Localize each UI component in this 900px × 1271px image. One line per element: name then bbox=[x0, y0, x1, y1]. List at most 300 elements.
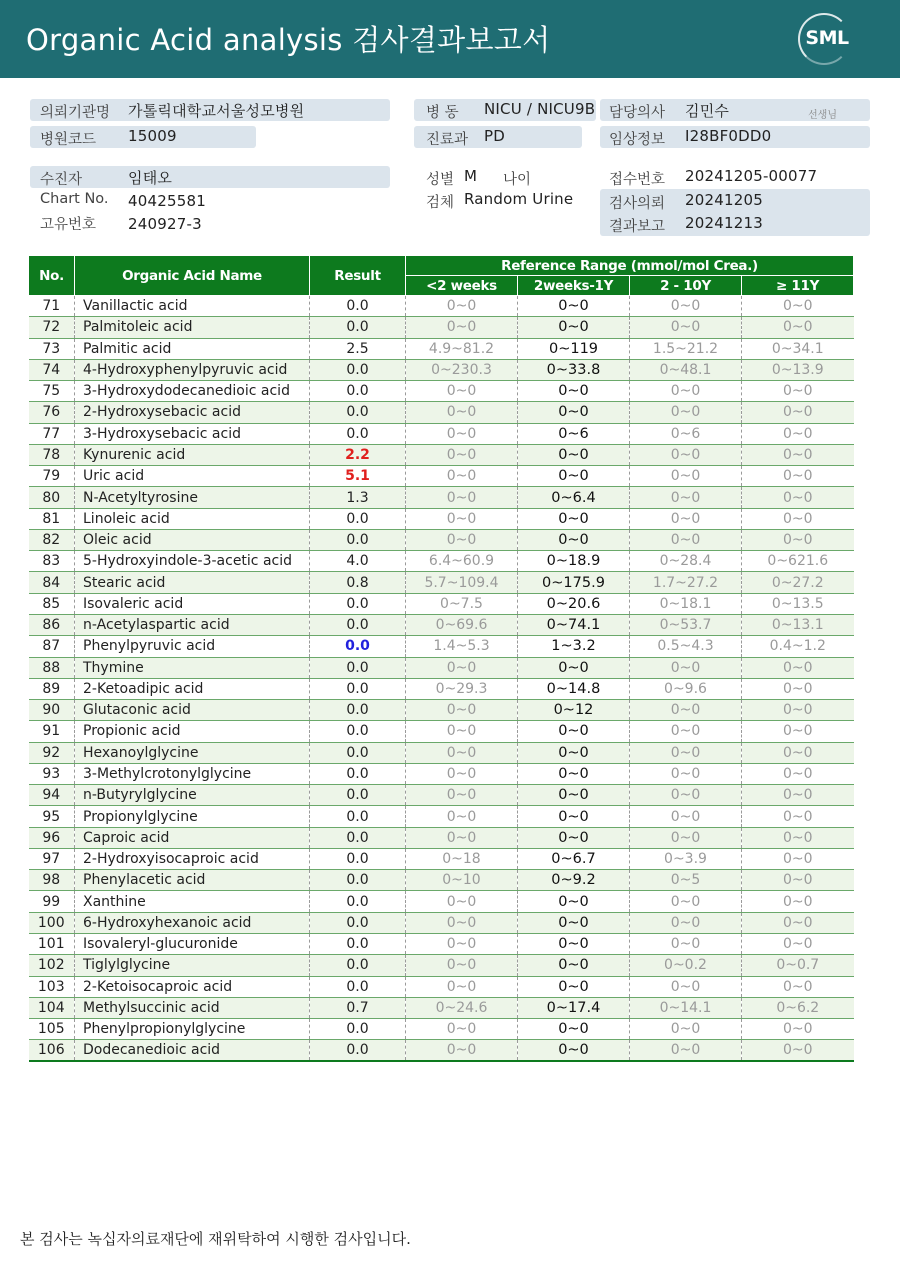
result-value: 0.0 bbox=[310, 423, 406, 444]
result-value: 0.0 bbox=[310, 317, 406, 338]
acid-name: 2-Hydroxyisocaproic acid bbox=[75, 848, 310, 869]
ref-11y-plus: 0~0 bbox=[742, 657, 854, 678]
ref-under-2-weeks: 0~0 bbox=[406, 742, 518, 763]
report-header bbox=[0, 0, 900, 78]
ref-under-2-weeks: 0~0 bbox=[406, 402, 518, 423]
ref-11y-plus: 0~0 bbox=[742, 1040, 854, 1061]
acid-name: 2-Hydroxysebacic acid bbox=[75, 402, 310, 423]
ref-2weeks-1y: 0~0 bbox=[518, 657, 630, 678]
ref-2weeks-1y: 0~0 bbox=[518, 402, 630, 423]
col-header-no: No. bbox=[29, 256, 75, 296]
result-value: 0.0 bbox=[310, 529, 406, 550]
ref-2weeks-1y: 0~33.8 bbox=[518, 359, 630, 380]
ref-under-2-weeks: 0~0 bbox=[406, 296, 518, 317]
result-value: 2.5 bbox=[310, 338, 406, 359]
row-number: 87 bbox=[29, 636, 75, 657]
unique-no-value: 240927-3 bbox=[128, 215, 202, 233]
result-value: 0.0 bbox=[310, 785, 406, 806]
acid-name: Dodecanedioic acid bbox=[75, 1040, 310, 1061]
acid-name: Methylsuccinic acid bbox=[75, 997, 310, 1018]
ref-under-2-weeks: 0~0 bbox=[406, 827, 518, 848]
acid-name: Phenylpyruvic acid bbox=[75, 636, 310, 657]
ref-11y-plus: 0~0 bbox=[742, 444, 854, 465]
table-row bbox=[29, 381, 854, 402]
result-value: 0.0 bbox=[310, 678, 406, 699]
result-value: 0.0 bbox=[310, 891, 406, 912]
ref-2-10y: 0~0 bbox=[630, 444, 742, 465]
table-row bbox=[29, 487, 854, 508]
result-value: 0.0 bbox=[310, 593, 406, 614]
result-value: 0.0 bbox=[310, 614, 406, 635]
ref-under-2-weeks: 0~0 bbox=[406, 529, 518, 550]
row-number: 103 bbox=[29, 976, 75, 997]
specimen-label: 검체 bbox=[426, 195, 455, 211]
result-value: 0.0 bbox=[310, 657, 406, 678]
table-row bbox=[29, 593, 854, 614]
result-value: 0.0 bbox=[310, 806, 406, 827]
ref-under-2-weeks: 0~0 bbox=[406, 721, 518, 742]
row-number: 98 bbox=[29, 870, 75, 891]
acid-name: 5-Hydroxyindole-3-acetic acid bbox=[75, 551, 310, 572]
result-value: 0.0 bbox=[310, 933, 406, 954]
table-row bbox=[29, 636, 854, 657]
row-number: 76 bbox=[29, 402, 75, 423]
ref-11y-plus: 0~0 bbox=[742, 912, 854, 933]
table-row bbox=[29, 572, 854, 593]
ref-2weeks-1y: 0~6 bbox=[518, 423, 630, 444]
ref-11y-plus: 0~34.1 bbox=[742, 338, 854, 359]
clinical-label: 임상정보 bbox=[609, 132, 666, 148]
ref-under-2-weeks: 0~0 bbox=[406, 763, 518, 784]
result-value: 1.3 bbox=[310, 487, 406, 508]
acid-name: 6-Hydroxyhexanoic acid bbox=[75, 912, 310, 933]
ref-2-10y: 0~0 bbox=[630, 317, 742, 338]
ref-2weeks-1y: 0~175.9 bbox=[518, 572, 630, 593]
ref-11y-plus: 0~0 bbox=[742, 466, 854, 487]
ref-2weeks-1y: 0~0 bbox=[518, 955, 630, 976]
sex-value: M bbox=[464, 167, 478, 185]
table-row bbox=[29, 763, 854, 784]
ref-2-10y: 0~5 bbox=[630, 870, 742, 891]
ref-2-10y: 0~0 bbox=[630, 912, 742, 933]
row-number: 75 bbox=[29, 381, 75, 402]
ref-2weeks-1y: 0~14.8 bbox=[518, 678, 630, 699]
ref-11y-plus: 0~0 bbox=[742, 487, 854, 508]
ref-2weeks-1y: 0~18.9 bbox=[518, 551, 630, 572]
result-value: 0.0 bbox=[310, 1019, 406, 1040]
result-value: 0.0 bbox=[310, 700, 406, 721]
ref-2weeks-1y: 0~0 bbox=[518, 466, 630, 487]
ref-2weeks-1y: 1~3.2 bbox=[518, 636, 630, 657]
ref-11y-plus: 0~0 bbox=[742, 721, 854, 742]
row-number: 93 bbox=[29, 763, 75, 784]
row-number: 100 bbox=[29, 912, 75, 933]
acid-name: Linoleic acid bbox=[75, 508, 310, 529]
ref-11y-plus: 0~0 bbox=[742, 806, 854, 827]
ref-11y-plus: 0~0 bbox=[742, 785, 854, 806]
acid-name: Vanillactic acid bbox=[75, 296, 310, 317]
acid-name: Uric acid bbox=[75, 466, 310, 487]
ref-under-2-weeks: 0~0 bbox=[406, 657, 518, 678]
ref-2-10y: 1.7~27.2 bbox=[630, 572, 742, 593]
ref-2-10y: 0~0 bbox=[630, 657, 742, 678]
ref-under-2-weeks: 0~0 bbox=[406, 955, 518, 976]
ref-11y-plus: 0~0 bbox=[742, 296, 854, 317]
table-row bbox=[29, 423, 854, 444]
row-number: 71 bbox=[29, 296, 75, 317]
ref-2-10y: 0~0 bbox=[630, 785, 742, 806]
ref-2weeks-1y: 0~12 bbox=[518, 700, 630, 721]
ref-11y-plus: 0~0 bbox=[742, 742, 854, 763]
acid-name: 2-Ketoadipic acid bbox=[75, 678, 310, 699]
ref-11y-plus: 0~0 bbox=[742, 678, 854, 699]
ref-2-10y: 0~0.2 bbox=[630, 955, 742, 976]
row-number: 82 bbox=[29, 529, 75, 550]
ward-label: 병 동 bbox=[426, 105, 459, 121]
ref-under-2-weeks: 0~0 bbox=[406, 508, 518, 529]
department-label: 진료과 bbox=[426, 132, 469, 148]
acid-name: Caproic acid bbox=[75, 827, 310, 848]
result-value: 0.0 bbox=[310, 721, 406, 742]
result-value: 0.0 bbox=[310, 848, 406, 869]
ref-under-2-weeks: 0~0 bbox=[406, 1040, 518, 1061]
acid-name: Oleic acid bbox=[75, 529, 310, 550]
ref-2weeks-1y: 0~6.7 bbox=[518, 848, 630, 869]
ref-2-10y: 0~0 bbox=[630, 508, 742, 529]
ref-2weeks-1y: 0~17.4 bbox=[518, 997, 630, 1018]
ref-11y-plus: 0~6.2 bbox=[742, 997, 854, 1018]
department-value: PD bbox=[484, 127, 505, 145]
ref-11y-plus: 0~0 bbox=[742, 827, 854, 848]
table-row bbox=[29, 551, 854, 572]
ref-2-10y: 0~0 bbox=[630, 976, 742, 997]
ref-2weeks-1y: 0~0 bbox=[518, 381, 630, 402]
table-row bbox=[29, 955, 854, 976]
row-number: 106 bbox=[29, 1040, 75, 1061]
row-number: 73 bbox=[29, 338, 75, 359]
ref-2-10y: 0~18.1 bbox=[630, 593, 742, 614]
ref-2-10y: 0~3.9 bbox=[630, 848, 742, 869]
col-header-reference-range: Reference Range (mmol/mol Crea.) bbox=[406, 256, 854, 276]
ref-2-10y: 0~0 bbox=[630, 827, 742, 848]
table-row bbox=[29, 976, 854, 997]
ref-2-10y: 0.5~4.3 bbox=[630, 636, 742, 657]
acid-name: Isovaleryl-glucuronide bbox=[75, 933, 310, 954]
row-number: 74 bbox=[29, 359, 75, 380]
table-row bbox=[29, 1019, 854, 1040]
row-number: 99 bbox=[29, 891, 75, 912]
table-row bbox=[29, 700, 854, 721]
col-header-name: Organic Acid Name bbox=[75, 256, 310, 296]
result-value: 0.0 bbox=[310, 636, 406, 657]
table-row bbox=[29, 785, 854, 806]
ref-under-2-weeks: 0~0 bbox=[406, 317, 518, 338]
ref-under-2-weeks: 1.4~5.3 bbox=[406, 636, 518, 657]
ref-under-2-weeks: 6.4~60.9 bbox=[406, 551, 518, 572]
acid-name: Tiglylglycine bbox=[75, 955, 310, 976]
row-number: 104 bbox=[29, 997, 75, 1018]
request-label: 검사의뢰 bbox=[609, 196, 666, 212]
ref-2-10y: 0~0 bbox=[630, 933, 742, 954]
ref-2-10y: 0~6 bbox=[630, 423, 742, 444]
table-row bbox=[29, 508, 854, 529]
row-number: 95 bbox=[29, 806, 75, 827]
result-value: 0.0 bbox=[310, 976, 406, 997]
ref-11y-plus: 0~0 bbox=[742, 423, 854, 444]
row-number: 84 bbox=[29, 572, 75, 593]
table-row bbox=[29, 678, 854, 699]
ref-2-10y: 0~0 bbox=[630, 806, 742, 827]
table-row bbox=[29, 444, 854, 465]
receipt-value: 20241205-00077 bbox=[685, 167, 818, 185]
ref-11y-plus: 0~13.1 bbox=[742, 614, 854, 635]
row-number: 77 bbox=[29, 423, 75, 444]
table-row bbox=[29, 891, 854, 912]
result-value: 0.7 bbox=[310, 997, 406, 1018]
table-row bbox=[29, 402, 854, 423]
ref-2weeks-1y: 0~0 bbox=[518, 912, 630, 933]
patient-value: 임태오 bbox=[128, 169, 173, 187]
receipt-label: 접수번호 bbox=[609, 172, 666, 188]
result-value: 0.0 bbox=[310, 1040, 406, 1061]
ref-2weeks-1y: 0~0 bbox=[518, 891, 630, 912]
ref-2-10y: 0~14.1 bbox=[630, 997, 742, 1018]
ref-11y-plus: 0~621.6 bbox=[742, 551, 854, 572]
ref-2weeks-1y: 0~0 bbox=[518, 763, 630, 784]
ref-2weeks-1y: 0~20.6 bbox=[518, 593, 630, 614]
ref-11y-plus: 0~13.9 bbox=[742, 359, 854, 380]
ref-11y-plus: 0~0 bbox=[742, 976, 854, 997]
ref-under-2-weeks: 0~0 bbox=[406, 466, 518, 487]
result-value: 2.2 bbox=[310, 444, 406, 465]
acid-name: 4-Hydroxyphenylpyruvic acid bbox=[75, 359, 310, 380]
table-row bbox=[29, 933, 854, 954]
acid-name: Isovaleric acid bbox=[75, 593, 310, 614]
ref-11y-plus: 0~0 bbox=[742, 891, 854, 912]
result-value: 5.1 bbox=[310, 466, 406, 487]
specimen-value: Random Urine bbox=[464, 190, 574, 208]
ref-2-10y: 0~0 bbox=[630, 891, 742, 912]
table-row bbox=[29, 912, 854, 933]
ref-2weeks-1y: 0~119 bbox=[518, 338, 630, 359]
ref-2weeks-1y: 0~0 bbox=[518, 529, 630, 550]
ref-2-10y: 0~0 bbox=[630, 466, 742, 487]
col-header-result: Result bbox=[310, 256, 406, 296]
acid-name: Hexanoylglycine bbox=[75, 742, 310, 763]
acid-name: Propionylglycine bbox=[75, 806, 310, 827]
acid-name: Propionic acid bbox=[75, 721, 310, 742]
table-row bbox=[29, 529, 854, 550]
ref-2weeks-1y: 0~0 bbox=[518, 508, 630, 529]
result-value: 0.0 bbox=[310, 508, 406, 529]
ref-under-2-weeks: 0~0 bbox=[406, 423, 518, 444]
row-number: 89 bbox=[29, 678, 75, 699]
ref-2weeks-1y: 0~0 bbox=[518, 806, 630, 827]
table-row bbox=[29, 614, 854, 635]
table-row bbox=[29, 466, 854, 487]
patient-bar bbox=[30, 166, 390, 188]
table-row bbox=[29, 1040, 854, 1061]
footer-note: 본 검사는 녹십자의료재단에 재위탁하여 시행한 검사입니다. bbox=[20, 1230, 411, 1248]
result-value: 4.0 bbox=[310, 551, 406, 572]
ref-2-10y: 0~0 bbox=[630, 721, 742, 742]
table-row bbox=[29, 359, 854, 380]
ref-2weeks-1y: 0~74.1 bbox=[518, 614, 630, 635]
ref-under-2-weeks: 0~0 bbox=[406, 891, 518, 912]
row-number: 102 bbox=[29, 955, 75, 976]
col-header-under-2-weeks: <2 weeks bbox=[406, 276, 518, 296]
ref-under-2-weeks: 0~0 bbox=[406, 381, 518, 402]
ref-under-2-weeks: 0~0 bbox=[406, 487, 518, 508]
acid-name: Glutaconic acid bbox=[75, 700, 310, 721]
ref-2weeks-1y: 0~0 bbox=[518, 785, 630, 806]
ref-11y-plus: 0.4~1.2 bbox=[742, 636, 854, 657]
acid-name: n-Butyrylglycine bbox=[75, 785, 310, 806]
ref-2weeks-1y: 0~9.2 bbox=[518, 870, 630, 891]
ref-under-2-weeks: 0~0 bbox=[406, 700, 518, 721]
table-row bbox=[29, 657, 854, 678]
ref-2-10y: 0~0 bbox=[630, 763, 742, 784]
ref-11y-plus: 0~13.5 bbox=[742, 593, 854, 614]
ref-under-2-weeks: 0~69.6 bbox=[406, 614, 518, 635]
report-title: Organic Acid analysis 검사결과보고서 bbox=[26, 23, 551, 57]
row-number: 86 bbox=[29, 614, 75, 635]
acid-name: N-Acetyltyrosine bbox=[75, 487, 310, 508]
results-body bbox=[29, 296, 854, 1062]
ref-11y-plus: 0~0 bbox=[742, 508, 854, 529]
ref-2-10y: 0~0 bbox=[630, 381, 742, 402]
chart-no-value: 40425581 bbox=[128, 192, 206, 210]
ref-2weeks-1y: 0~6.4 bbox=[518, 487, 630, 508]
ref-11y-plus: 0~0 bbox=[742, 381, 854, 402]
ref-11y-plus: 0~0 bbox=[742, 402, 854, 423]
unique-no-label: 고유번호 bbox=[40, 217, 97, 233]
ref-2-10y: 0~53.7 bbox=[630, 614, 742, 635]
ref-under-2-weeks: 0~18 bbox=[406, 848, 518, 869]
row-number: 97 bbox=[29, 848, 75, 869]
ref-2weeks-1y: 0~0 bbox=[518, 296, 630, 317]
row-number: 79 bbox=[29, 466, 75, 487]
ref-2-10y: 0~9.6 bbox=[630, 678, 742, 699]
ref-under-2-weeks: 0~0 bbox=[406, 912, 518, 933]
ref-11y-plus: 0~0 bbox=[742, 1019, 854, 1040]
ref-2-10y: 0~48.1 bbox=[630, 359, 742, 380]
hospital-code-label: 병원코드 bbox=[40, 132, 97, 148]
acid-name: Thymine bbox=[75, 657, 310, 678]
sml-logo bbox=[798, 13, 854, 65]
ref-under-2-weeks: 0~0 bbox=[406, 785, 518, 806]
acid-name: Kynurenic acid bbox=[75, 444, 310, 465]
ref-11y-plus: 0~0 bbox=[742, 848, 854, 869]
row-number: 88 bbox=[29, 657, 75, 678]
ref-2-10y: 0~0 bbox=[630, 529, 742, 550]
ref-2-10y: 0~0 bbox=[630, 487, 742, 508]
ref-2-10y: 0~0 bbox=[630, 296, 742, 317]
acid-name: Stearic acid bbox=[75, 572, 310, 593]
col-header-11y-plus: ≥ 11Y bbox=[742, 276, 854, 296]
acid-name: Palmitic acid bbox=[75, 338, 310, 359]
result-value: 0.0 bbox=[310, 381, 406, 402]
table-row bbox=[29, 827, 854, 848]
ward-value: NICU / NICU9B bbox=[484, 100, 596, 118]
ref-under-2-weeks: 0~29.3 bbox=[406, 678, 518, 699]
ref-2-10y: 0~28.4 bbox=[630, 551, 742, 572]
acid-name: 3-Hydroxydodecanedioic acid bbox=[75, 381, 310, 402]
hospital-code-value: 15009 bbox=[128, 127, 177, 145]
ref-2-10y: 0~0 bbox=[630, 402, 742, 423]
ref-2weeks-1y: 0~0 bbox=[518, 742, 630, 763]
acid-name: Palmitoleic acid bbox=[75, 317, 310, 338]
ref-2-10y: 0~0 bbox=[630, 742, 742, 763]
report-date-value: 20241213 bbox=[685, 214, 763, 232]
table-row bbox=[29, 721, 854, 742]
institution-value: 가톨릭대학교서울성모병원 bbox=[128, 102, 305, 120]
row-number: 92 bbox=[29, 742, 75, 763]
ref-11y-plus: 0~0.7 bbox=[742, 955, 854, 976]
ref-2weeks-1y: 0~0 bbox=[518, 1019, 630, 1040]
result-value: 0.0 bbox=[310, 742, 406, 763]
ref-2weeks-1y: 0~0 bbox=[518, 933, 630, 954]
ref-under-2-weeks: 0~0 bbox=[406, 444, 518, 465]
ref-11y-plus: 0~0 bbox=[742, 763, 854, 784]
table-row bbox=[29, 317, 854, 338]
row-number: 72 bbox=[29, 317, 75, 338]
acid-name: 2-Ketoisocaproic acid bbox=[75, 976, 310, 997]
patient-label: 수진자 bbox=[40, 172, 83, 188]
doctor-value: 김민수 bbox=[685, 102, 730, 120]
row-number: 101 bbox=[29, 933, 75, 954]
result-value: 0.0 bbox=[310, 402, 406, 423]
ref-2-10y: 0~0 bbox=[630, 1019, 742, 1040]
clinical-value: I28BF0DD0 bbox=[685, 127, 772, 145]
table-row bbox=[29, 338, 854, 359]
ref-11y-plus: 0~0 bbox=[742, 317, 854, 338]
row-number: 83 bbox=[29, 551, 75, 572]
ref-2-10y: 1.5~21.2 bbox=[630, 338, 742, 359]
table-row bbox=[29, 870, 854, 891]
doctor-suffix: 선생님 bbox=[808, 110, 837, 121]
acid-name: n-Acetylaspartic acid bbox=[75, 614, 310, 635]
ref-2-10y: 0~0 bbox=[630, 1040, 742, 1061]
table-row bbox=[29, 296, 854, 317]
report-date-label: 결과보고 bbox=[609, 219, 666, 235]
result-value: 0.0 bbox=[310, 296, 406, 317]
result-value: 0.0 bbox=[310, 359, 406, 380]
institution-label: 의뢰기관명 bbox=[40, 105, 111, 121]
row-number: 96 bbox=[29, 827, 75, 848]
logo-text: SML bbox=[805, 27, 849, 49]
table-row bbox=[29, 742, 854, 763]
ref-2weeks-1y: 0~0 bbox=[518, 721, 630, 742]
row-number: 91 bbox=[29, 721, 75, 742]
acid-name: Phenylpropionylglycine bbox=[75, 1019, 310, 1040]
ref-11y-plus: 0~0 bbox=[742, 529, 854, 550]
ref-under-2-weeks: 0~0 bbox=[406, 933, 518, 954]
table-row bbox=[29, 997, 854, 1018]
col-header-2weeks-1y: 2weeks-1Y bbox=[518, 276, 630, 296]
result-value: 0.0 bbox=[310, 763, 406, 784]
row-number: 80 bbox=[29, 487, 75, 508]
ref-under-2-weeks: 0~24.6 bbox=[406, 997, 518, 1018]
acid-name: 3-Hydroxysebacic acid bbox=[75, 423, 310, 444]
ref-2weeks-1y: 0~0 bbox=[518, 976, 630, 997]
row-number: 81 bbox=[29, 508, 75, 529]
ref-2weeks-1y: 0~0 bbox=[518, 1040, 630, 1061]
row-number: 90 bbox=[29, 700, 75, 721]
ref-11y-plus: 0~0 bbox=[742, 700, 854, 721]
ref-2weeks-1y: 0~0 bbox=[518, 827, 630, 848]
row-number: 85 bbox=[29, 593, 75, 614]
